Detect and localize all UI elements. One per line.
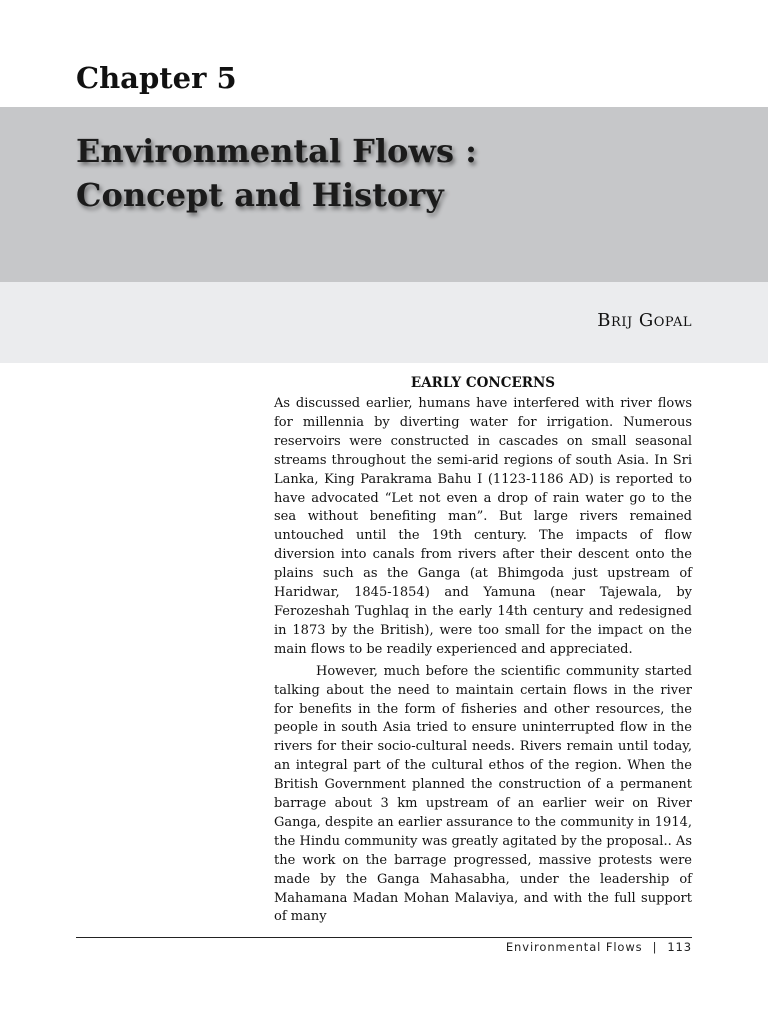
chapter-label: Chapter 5 <box>76 61 237 95</box>
title-band <box>0 107 768 282</box>
paragraph-1: As discussed earlier, humans have interfered with river flows for millennia by diverting water for irrigation. Numerous reservoirs were constructed in cascades on small seasonal streams throughout the semi-arid regions of south Asia. In Sri Lanka, King Parakrama Bahu I (1123-1186 AD) is reported to have advocated “Let not even a drop of rain water go to the sea without benefiting man”. But large rivers remained untouched until the 19th century. The impacts of flow diversion into canals from rivers after their descent onto the plains such as the Ganga (at Bhimgoda just upstream of Haridwar, 1845-1854) and Yamuna (near Tajewala, by Ferozeshah Tughlaq in the early 14th century and redesigned in 1873 by the British), were too small for the impact on the main flows to be readily experienced and appreciated. <box>274 396 692 657</box>
author-band <box>0 282 768 363</box>
page-footer <box>506 940 692 954</box>
section-heading: EARLY CONCERNS <box>410 375 556 391</box>
chapter-title-line-2: Concept and History <box>76 176 444 214</box>
paragraph-2: However, much before the scientific community started talking about the need to maintain certain flows in the river for benefits in the form of fisheries and other resources, the people in south Asia tried to ensure uninterrupted flow in the rivers for their socio-cultural needs. Rivers remain until today, an integral part of the cultural ethos of the region. When the British Government planned the construction of a permanent barrage about 3 km upstream of an earlier weir on River Ganga, despite an earlier assurance to the community in 1914, the Hindu community was greatly agitated by the proposal.. As the work on the barrage progressed, massive protests were made by the Ganga Mahasabha, under the leadership of Mahamana Madan Mohan Malaviya, and with the full support of many <box>274 663 692 925</box>
chapter-title-line-1: Environmental Flows : <box>76 132 477 170</box>
footer-book-title: Environmental Flows <box>505 940 643 954</box>
footer-rule <box>76 937 692 938</box>
body-text-column <box>274 373 692 927</box>
page-number: 113 <box>667 940 692 954</box>
chapter-title <box>76 129 477 217</box>
author-name: Brij Gopal <box>597 310 692 331</box>
footer-separator: | <box>652 940 658 954</box>
